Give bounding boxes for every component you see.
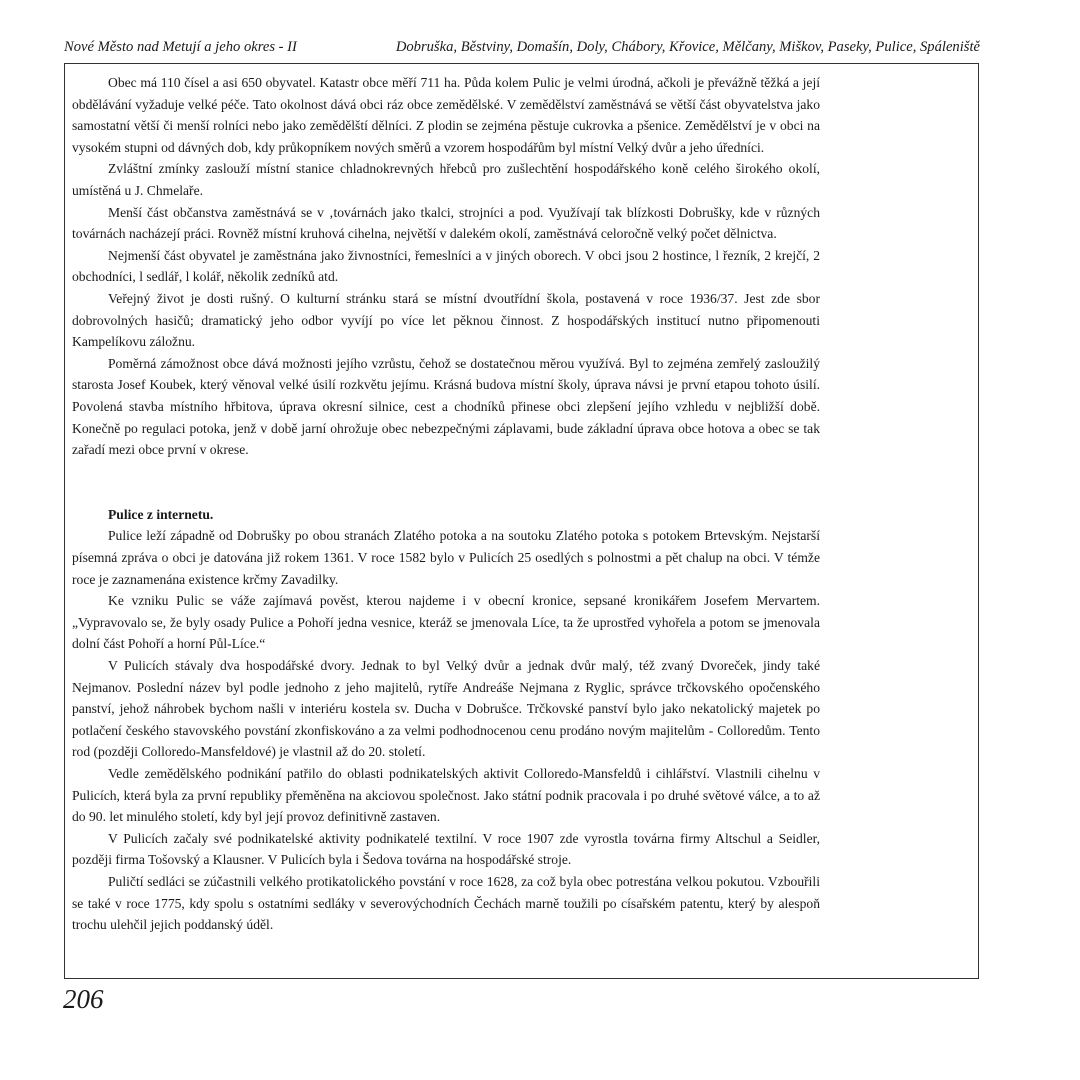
section-spacer: [72, 461, 820, 483]
running-header: [64, 37, 980, 57]
header-left-title: Nové Město nad Metují a jeho okres - II: [64, 39, 297, 55]
body-paragraph: Poměrná zámožnost obce dává možnosti jejího vzrůstu, čehož se dostatečnou měrou využívá. Byl to zejména zemřelý zasloužilý starosta Josef Koubek, který věnoval velké úsilí rozkvětu jejímu. Krásná budova místní školy, úprava návsi je první etapou tohoto úsilí. Povolená stavba místního hřbitova, úprava okresní silnice, cest a chodníků přinese obci zlepšení jejího vzhledu v nejbližší době. Konečně po regulaci potoka, jenž v době jarní ohrožuje obec nebezpečnými záplavami, bude základní úprava obce hotova a obec se tak zařadí mezi obce první v okrese.: [72, 355, 820, 458]
section-spacer: [72, 482, 820, 504]
body-paragraph: Puličtí sedláci se zúčastnili velkého protikatolického povstání v roce 1628, za což byla obec potrestána velkou pokutou. Vzbouřili se také v roce 1775, kdy spolu s ostatními sedláky v severovýchodních Čechách marně toužili po císařském patentu, který by alespoň trochu ulehčil jejich poddanský úděl.: [72, 873, 820, 933]
body-paragraph: Veřejný život je dosti rušný. O kulturní stránku stará se místní dvoutřídní škola, postavená v roce 1936/37. Jest zde sbor dobrovolných hasičů; dramatický jeho odbor vyvíjí po více let pěknou činnost. Z hospodářských institucí nutno připomenouti Kampelíkovu záložnu.: [72, 290, 820, 350]
body-paragraph: Vedle zemědělského podnikání patřilo do oblasti podnikatelských aktivit Colloredo-Mansfeldů i cihlářství. Vlastnili cihelnu v Pulicích, která byla za první republiky přeměněna na akciovou společnost. Jako státní podnik pracovala i po druhé světové válce, a to až do 90. let minulého století, kdy byl její provoz definitivně zastaven.: [72, 766, 820, 825]
page-number: 206: [63, 984, 104, 1014]
body-paragraph: Zvláštní zmínky zaslouží místní stanice chladnokrevných hřebců pro zušlechtění hospodářského koně celého širokého okolí, umístěná u J. Chmelaře.: [72, 161, 820, 198]
body-paragraph: V Pulicích začaly své podnikatelské aktivity podnikatelé textilní. V roce 1907 zde vyrostla továrna firmy Altschul a Seidler, později firma Tošovský a Klausner. V Pulicích byla i Šedova továrna na hospodářské stroje.: [72, 830, 820, 868]
body-paragraph: Obec má 110 čísel a asi 650 obyvatel. Katastr obce měří 711 ha. Půda kolem Pulic je velmi úrodná, ačkoli je převážně těžká a její obdělávání vyžaduje velké péče. Tato okolnost dává obci ráz obce zemědělské. V zemědělství zaměstnává se větší část obyvatelstva jako samostatní větší či menší rolníci nebo jako zemědělští dělníci. Z plodin se zejména pěstuje cukrovka a pšenice. Zemědělství je v obci na vysokém stupni od dávných dob, kdy průkopníkem nových směrů a vzorem hospodářům byl místní Velký dvůr a jeho úředníci.: [72, 75, 820, 155]
body-paragraph: Ke vzniku Pulic se váže zajímavá pověst, kterou najdeme i v obecní kronice, sepsané kronikářem Josefem Mervartem. „Vypravovalo se, že byly osady Pulice a Pohoří jedna vesnice, kteráž se jmenovala Líce, ta že uprostřed vyhořela a potom se jmenovala dolní část Pohoří a horní Půl-Líce.“: [72, 593, 820, 652]
body-paragraph: Nejmenší část obyvatel je zaměstnána jako živnostníci, řemeslníci a v jiných oborech. V obci jsou 2 hostince, l řezník, 2 krejčí, 2 obchodníci, l sedlář, l kolář, několik zedníků atd.: [72, 247, 820, 285]
section-heading: Pulice z internetu.: [108, 506, 214, 522]
body-paragraph: V Pulicích stávaly dva hospodářské dvory. Jednak to byl Velký dvůr a jednak dvůr malý, též zvaný Dvoreček, jindy také Nejmanov. Poslední název byl podle jednoho z jeho majitelů, rytíře Andreáše Nejmana z Ryglic, správce trčkovského opočenského panství, jehož náhrobek bychom našli v interiéru kostela sv. Ducha v Dobrušce. Trčkovské panství bylo jako nekatolický majetek po potlačení českého stavovského povstání zkonfiskováno a za velmi podhodnocenou cenu prodáno novým majitelům - Colloredům. Tento rod (později Colloredo-Mansfeldové) je vlastnil až do 20. století.: [72, 658, 820, 760]
header-right-title: Dobruška, Běstviny, Domašín, Doly, Chábory, Křovice, Mělčany, Miškov, Paseky, Pulice, Spáleniště: [395, 39, 980, 55]
body-paragraph: Pulice leží západně od Dobrušky po obou stranách Zlatého potoka a na soutoku Zlatého potoka s potokem Brtevským. Nejstarší písemná zpráva o obci je datována již rokem 1361. V roce 1582 bylo v Pulicích 25 osedlých s polnostmi a pět chalup na obci. V témže roce je zaznamenána existence krčmy Zavadilky.: [72, 528, 820, 587]
body-paragraph: Menší část občanstva zaměstnává se v ‚továrnách jako tkalci, strojníci a pod. Využívají tak blízkosti Dobrušky, kde v různých továrnách nacházejí práci. Rovněž místní kruhová cihelna, největší v dalekém okolí, zaměstnává celoročně velký počet dělnictva.: [72, 204, 820, 242]
page-body: [72, 72, 820, 936]
